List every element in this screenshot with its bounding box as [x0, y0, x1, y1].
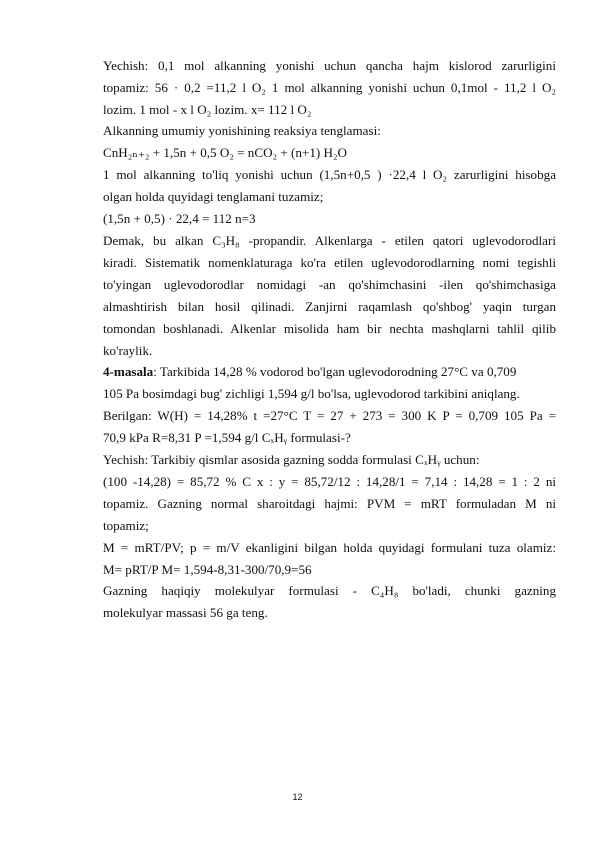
- problem-text: : Tarkibida 14,28 % vodorod bo'lgan uglevodorodning 27°C va 0,709: [153, 364, 517, 379]
- text-line: Yechish: 0,1 mol alkanning yonishi uchun qancha hajm kislorod zarurligini: [103, 58, 556, 73]
- text-line: 1 mol alkanning to'liq yonishi uchun (1,5n+0,5 ) ·22,4 l O₂ zarurligini hisobga: [103, 167, 556, 182]
- text-line: almashtirish bilan hosil qilinadi. Zanjirni raqamlash qo'shbog' yaqin turgan: [103, 299, 556, 314]
- problem-heading-line: [103, 361, 556, 383]
- text-line: topamiz. Gazning normal sharoitdagi hajmi: PVM = mRT formuladan M ni: [103, 496, 556, 511]
- text-line: (100 -14,28) = 85,72 % C x : y = 85,72/12 : 14,28/1 = 7,14 : 14,28 = 1 : 2 ni: [103, 474, 556, 489]
- equation-line: M= pRT/P M= 1,594-8,31-300/70,9=56: [103, 562, 312, 577]
- text-line: kiradi. Sistematik nomenklaturaga ko'ra etilen uglevodorodlarning nomi tegishli: [103, 255, 556, 270]
- text-line: 105 Pa bosimdagi bug' zichligi 1,594 g/l bo'lsa, uglevodorod tarkibini aniqlang.: [103, 386, 520, 401]
- text-line: ko'raylik.: [103, 343, 153, 358]
- text-line: topamiz;: [103, 518, 149, 533]
- text-line: Demak, bu alkan C₃H₈ -propandir. Alkenlarga - etilen qatori uglevodorodlari: [103, 233, 556, 248]
- text-line: Alkanning umumiy yonishining reaksiya tenglamasi:: [103, 123, 381, 138]
- text-line: molekulyar massasi 56 ga teng.: [103, 605, 268, 620]
- text-line: M = mRT/PV; p = m/V ekanligini bilgan holda quyidagi formulani tuza olamiz:: [103, 540, 556, 555]
- text-line: olgan holda quyidagi tenglamani tuzamiz;: [103, 189, 324, 204]
- text-line: Berilgan: W(H) = 14,28% t =27°C T = 27 + 273 = 300 K P = 0,709 105 Pa =: [103, 408, 556, 423]
- text-line: to'yingan uglevodorodlar nomidagi -an qo'shimchasini -ilen qo'shimchasiga: [103, 277, 556, 292]
- equation-line: CnH₂ₙ₊₂ + 1,5n + 0,5 O₂ = nCO₂ + (n+1) H₂O: [103, 145, 347, 160]
- text-line: Yechish: Tarkibiy qismlar asosida gazning sodda formulasi CₓHᵧ uchun:: [103, 452, 480, 467]
- equation-line: (1,5n + 0,5) · 22,4 = 112 n=3: [103, 211, 256, 226]
- text-line: Gazning haqiqiy molekulyar formulasi - C₄H₈ bo'ladi, chunki gazning: [103, 583, 556, 598]
- text-line: tomondan boshlanadi. Alkenlar misolida ham bir nechta mashqlarni tahlil qilib: [103, 321, 556, 336]
- text-line: 70,9 kPa R=8,31 P =1,594 g/l CₓHᵧ formulasi-?: [103, 430, 351, 445]
- text-line: topamiz: 56 · 0,2 =11,2 l O₂ 1 mol alkanning yonishi uchun 0,1mol - 11,2 l O₂: [103, 80, 556, 95]
- problem-label: 4-masala: [103, 364, 154, 379]
- text-line: lozim. 1 mol - x l O₂ lozim. x= 112 l O₂: [103, 102, 312, 117]
- page-number: 12: [292, 792, 303, 802]
